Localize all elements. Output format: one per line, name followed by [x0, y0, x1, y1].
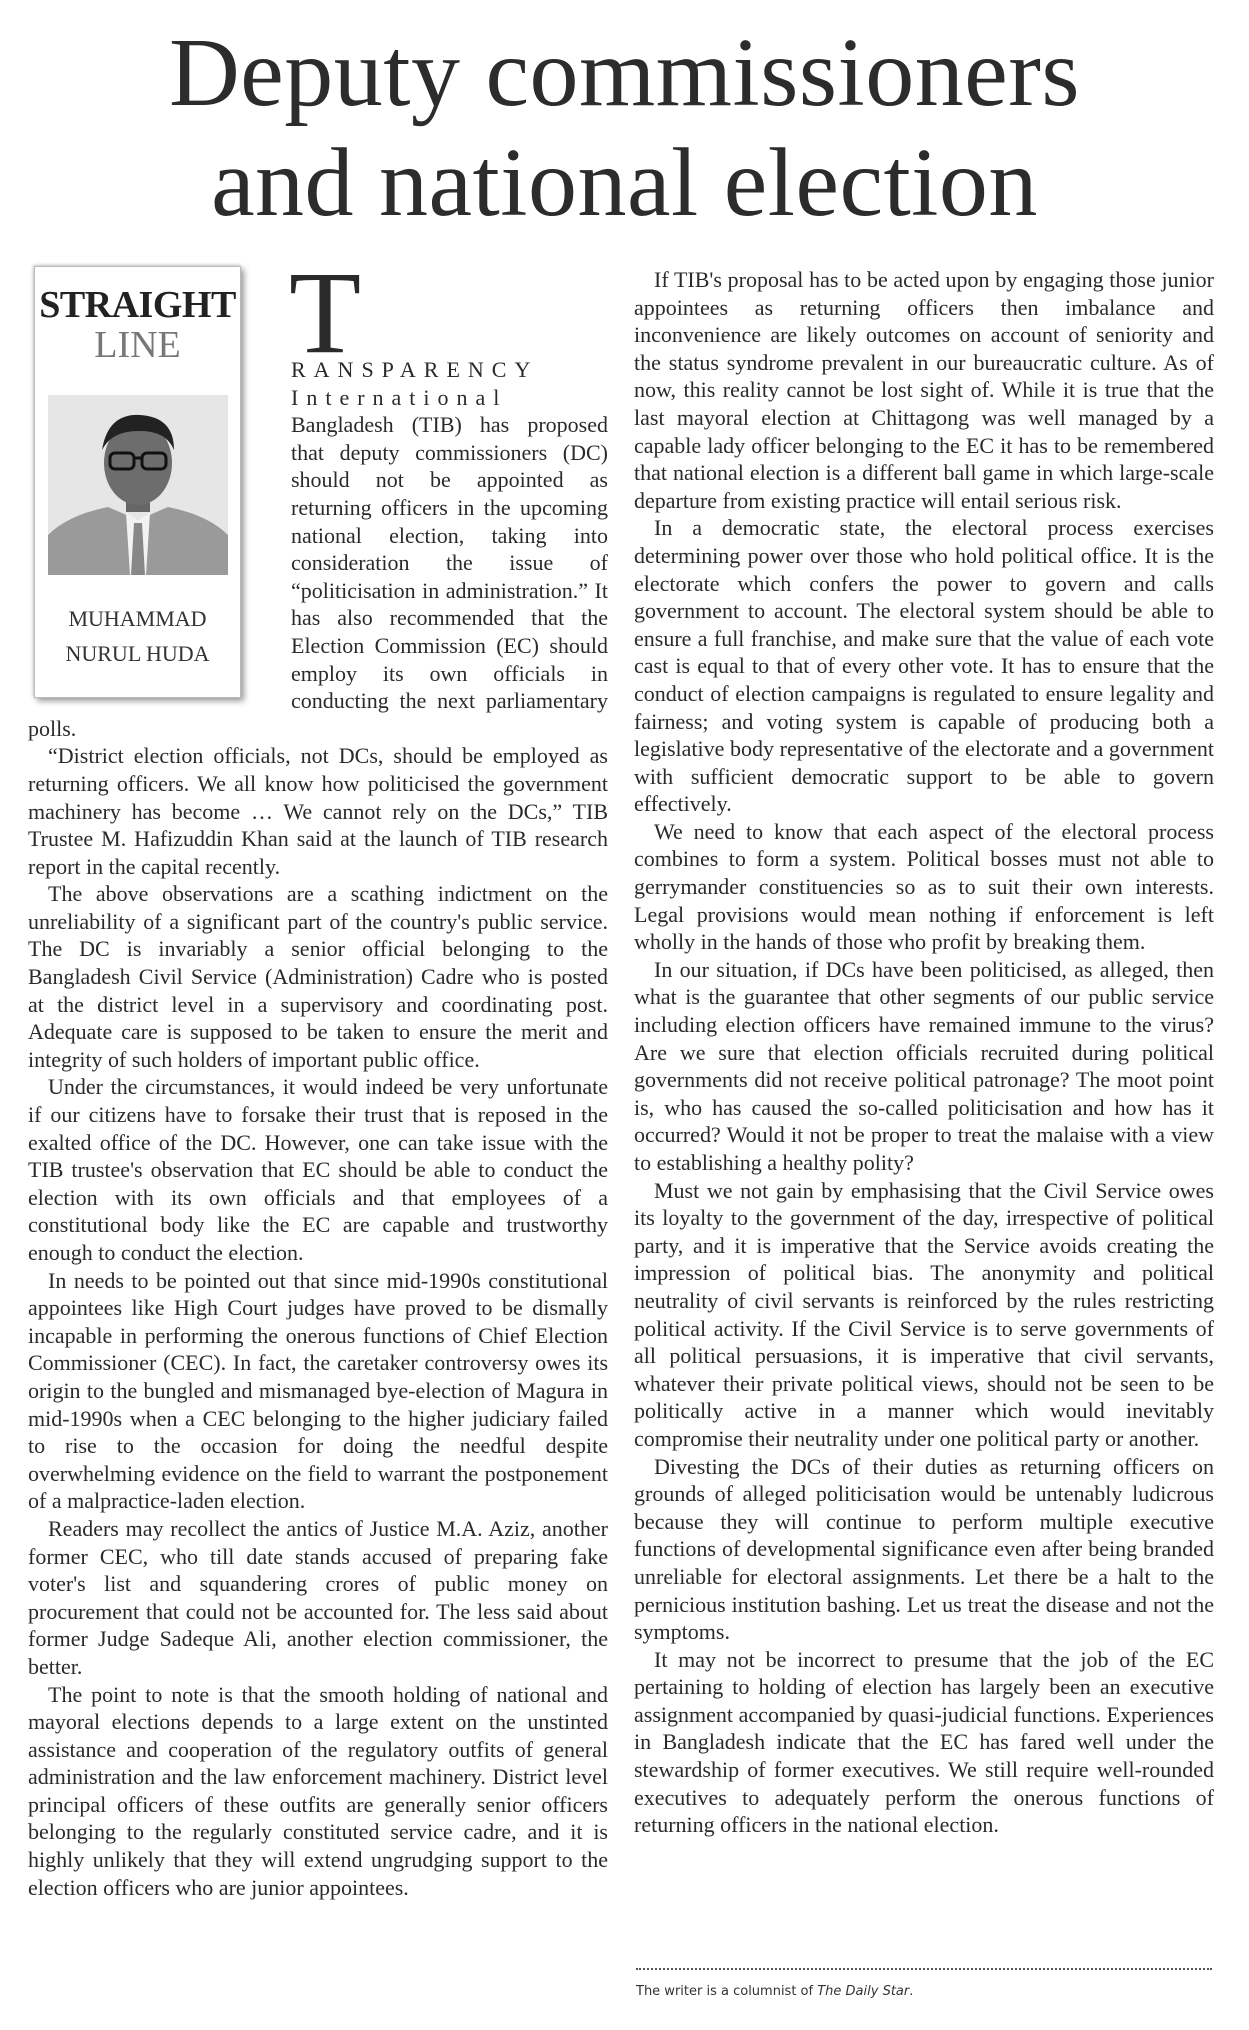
article-paragraph: Under the circumstances, it would indeed be very unfortunate if our citizens have to forsake their trust that is reposed in the exalted office of the DC. However, one can take issue with the TIB trustee's observation that EC should be able to conduct the election with its own officials and that employees of a constitutional body like the EC are capable and trustworthy enough to conduct the election. [28, 1074, 608, 1265]
article-paragraph: Must we not gain by emphasising that the Civil Service owes its loyalty to the government of the day, irrespective of political party, and it is imperative that the Service avoids creating the impression of political bias. The anonymity and political neutrality of civil servants is reinforced by the rules restricting political activity. If the Civil Service is to serve governments of all political persuasions, it is imperative that civil servants, whatever their private political views, should not be seen to be politically active in a manner which would inevitably compromise their neutrality under one political party or another. [634, 1177, 1214, 1451]
article-paragraph: In a democratic state, the electoral process exercises determining power over those who hold political office. It is the electorate which confers the power to govern and calls government to account. The electoral system should be able to ensure a full franchise, and make sure that the value of each vote cast is equal to that of every other vote. It has to ensure that the conduct of election campaigns is regulated to ensure legality and fairness; and voting system is capable of producing both a legislative body representative of the electorate and a government with sufficient democratic support to be able to govern effectively. [634, 515, 1214, 817]
publication-name: The Daily Star [817, 1984, 910, 1999]
lead-in: RANSPARENCY International [291, 357, 539, 410]
article-paragraph: We need to know that each aspect of the electoral process combines to form a system. Political bosses must not able to gerrymander constituencies so as to suit their own interests. Legal provisions would mean nothing if enforcement is left wholly in the hands of those who profit by breaking them. [634, 818, 1214, 955]
article-paragraph: Readers may recollect the antics of Justice M.A. Aziz, another former CEC, who till date stands accused of preparing fake voter's list and squandering crores of public money on procurement that could not be accounted for. The less said about former Judge Sadeque Ali, another election commissioner, the better. [28, 1515, 608, 1679]
paragraph-text: Bangladesh (TIB) has proposed that deputy commissioners (DC) should not be appointed as returning officers in the upcoming national election, taking into consideration the issue of “politicisation in administration.” It has also recommended that the Election Commission (EC) should employ its own officials in conducting the next parliamentary polls. [28, 412, 608, 741]
left-column [28, 247, 608, 1901]
article-paragraph: The point to note is that the smooth holding of national and mayoral elections depends to a large extent on the unstinted assistance and cooperation of the regulatory outfits of general administration and the law enforcement machinery. District level principal officers of these outfits are generally senior officers belonging to the regularly constituted service cadre, and it is highly unlikely that they will extend ungrudging support to the election officers who are junior appointees. [28, 1681, 608, 1900]
article-paragraph: If TIB's proposal has to be acted upon by engaging those junior appointees as returning officers then imbalance and inconvenience are likely outcomes on account of seniority and the status syndrome prevalent in our bureaucratic culture. As of now, this reality cannot be lost sight of. While it is true that the last mayoral election at Chittagong was well managed by a capable lady officer belonging to the EC it has to be remembered that national election is a different ball game in which large-scale departure from existing practice will entail serious risk. [634, 267, 1214, 513]
article-paragraph: In our situation, if DCs have been politicised, as alleged, then what is the guarantee that other segments of our public service including election officers have remained immune to the virus? Are we sure that election officials recruited during political governments did not receive political patronage? The moot point is, who has caused the so-called politicisation and how has it occurred? Would it not be proper to treat the malaise with a view to establishing a healthy polity? [634, 956, 1214, 1175]
column-title: STRAIGHT [39, 284, 236, 326]
article-paragraph: It may not be incorrect to presume that the job of the EC pertaining to holding of election has largely been an executive assignment accompanied by quasi-judicial functions. Experiences in Bangladesh indicate that the EC has fared well under the stewardship of former executives. We still require well-rounded executives to adequately perform the onerous functions of returning officers in the national election. [634, 1646, 1214, 1838]
article-paragraph: The above observations are a scathing indictment on the unreliability of a significant part of the country's public service. The DC is invariably a senior official belonging to the Bangladesh Civil Service (Administration) Cadre who is posted at the district level in a supervisory and coordinating post. Adequate care is supposed to be taken to ensure the merit and integrity of such holders of important public office. [28, 881, 608, 1072]
author-photo [48, 395, 228, 575]
headline [0, 18, 1249, 238]
drop-cap: T [289, 247, 362, 378]
article-paragraph: Divesting the DCs of their duties as returning officers on grounds of alleged politicisation would be untenably ludicrous because they will continue to perform multiple executive functions of developmental significance even after being branded unreliable for electoral assignments. Let there be a halt to the pernicious institution bashing. Let us treat the disease and not the symptoms. [634, 1453, 1214, 1645]
author-name-line-2: NURUL HUDA [65, 641, 210, 666]
headline-line-1: Deputy commissioners [169, 19, 1080, 127]
right-column [634, 266, 1214, 1839]
author-note [636, 1984, 913, 1999]
headline-line-2: and national election [211, 129, 1038, 237]
column-badge [34, 266, 259, 714]
article-paragraph: “District election officials, not DCs, should be employed as returning officers. We all know how politicised the government machinery has become … We cannot rely on the DCs,” TIB Trustee M. Hafizuddin Khan said at the launch of TIB research report in the capital recently. [28, 743, 608, 879]
footer-divider [636, 1968, 1212, 1970]
article-paragraph: In needs to be pointed out that since mid-1990s constitutional appointees like High Court judges have proved to be dismally incapable in performing the onerous functions of Chief Election Commissioner (CEC). In fact, the caretaker controversy owes its origin to the bungled and mismanaged bye-election of Magura in mid-1990s when a CEC belonging to the higher judiciary failed to rise to the occasion for doing the needful despite overwhelming evidence on the field to warrant the postponement of a malpractice-laden election. [28, 1267, 608, 1514]
author-note-text: The writer is a columnist of [636, 1984, 818, 1999]
author-note-end: . [909, 1984, 914, 1999]
author-name-line-1: MUHAMMAD [68, 606, 207, 631]
column-subtitle: LINE [94, 324, 181, 366]
